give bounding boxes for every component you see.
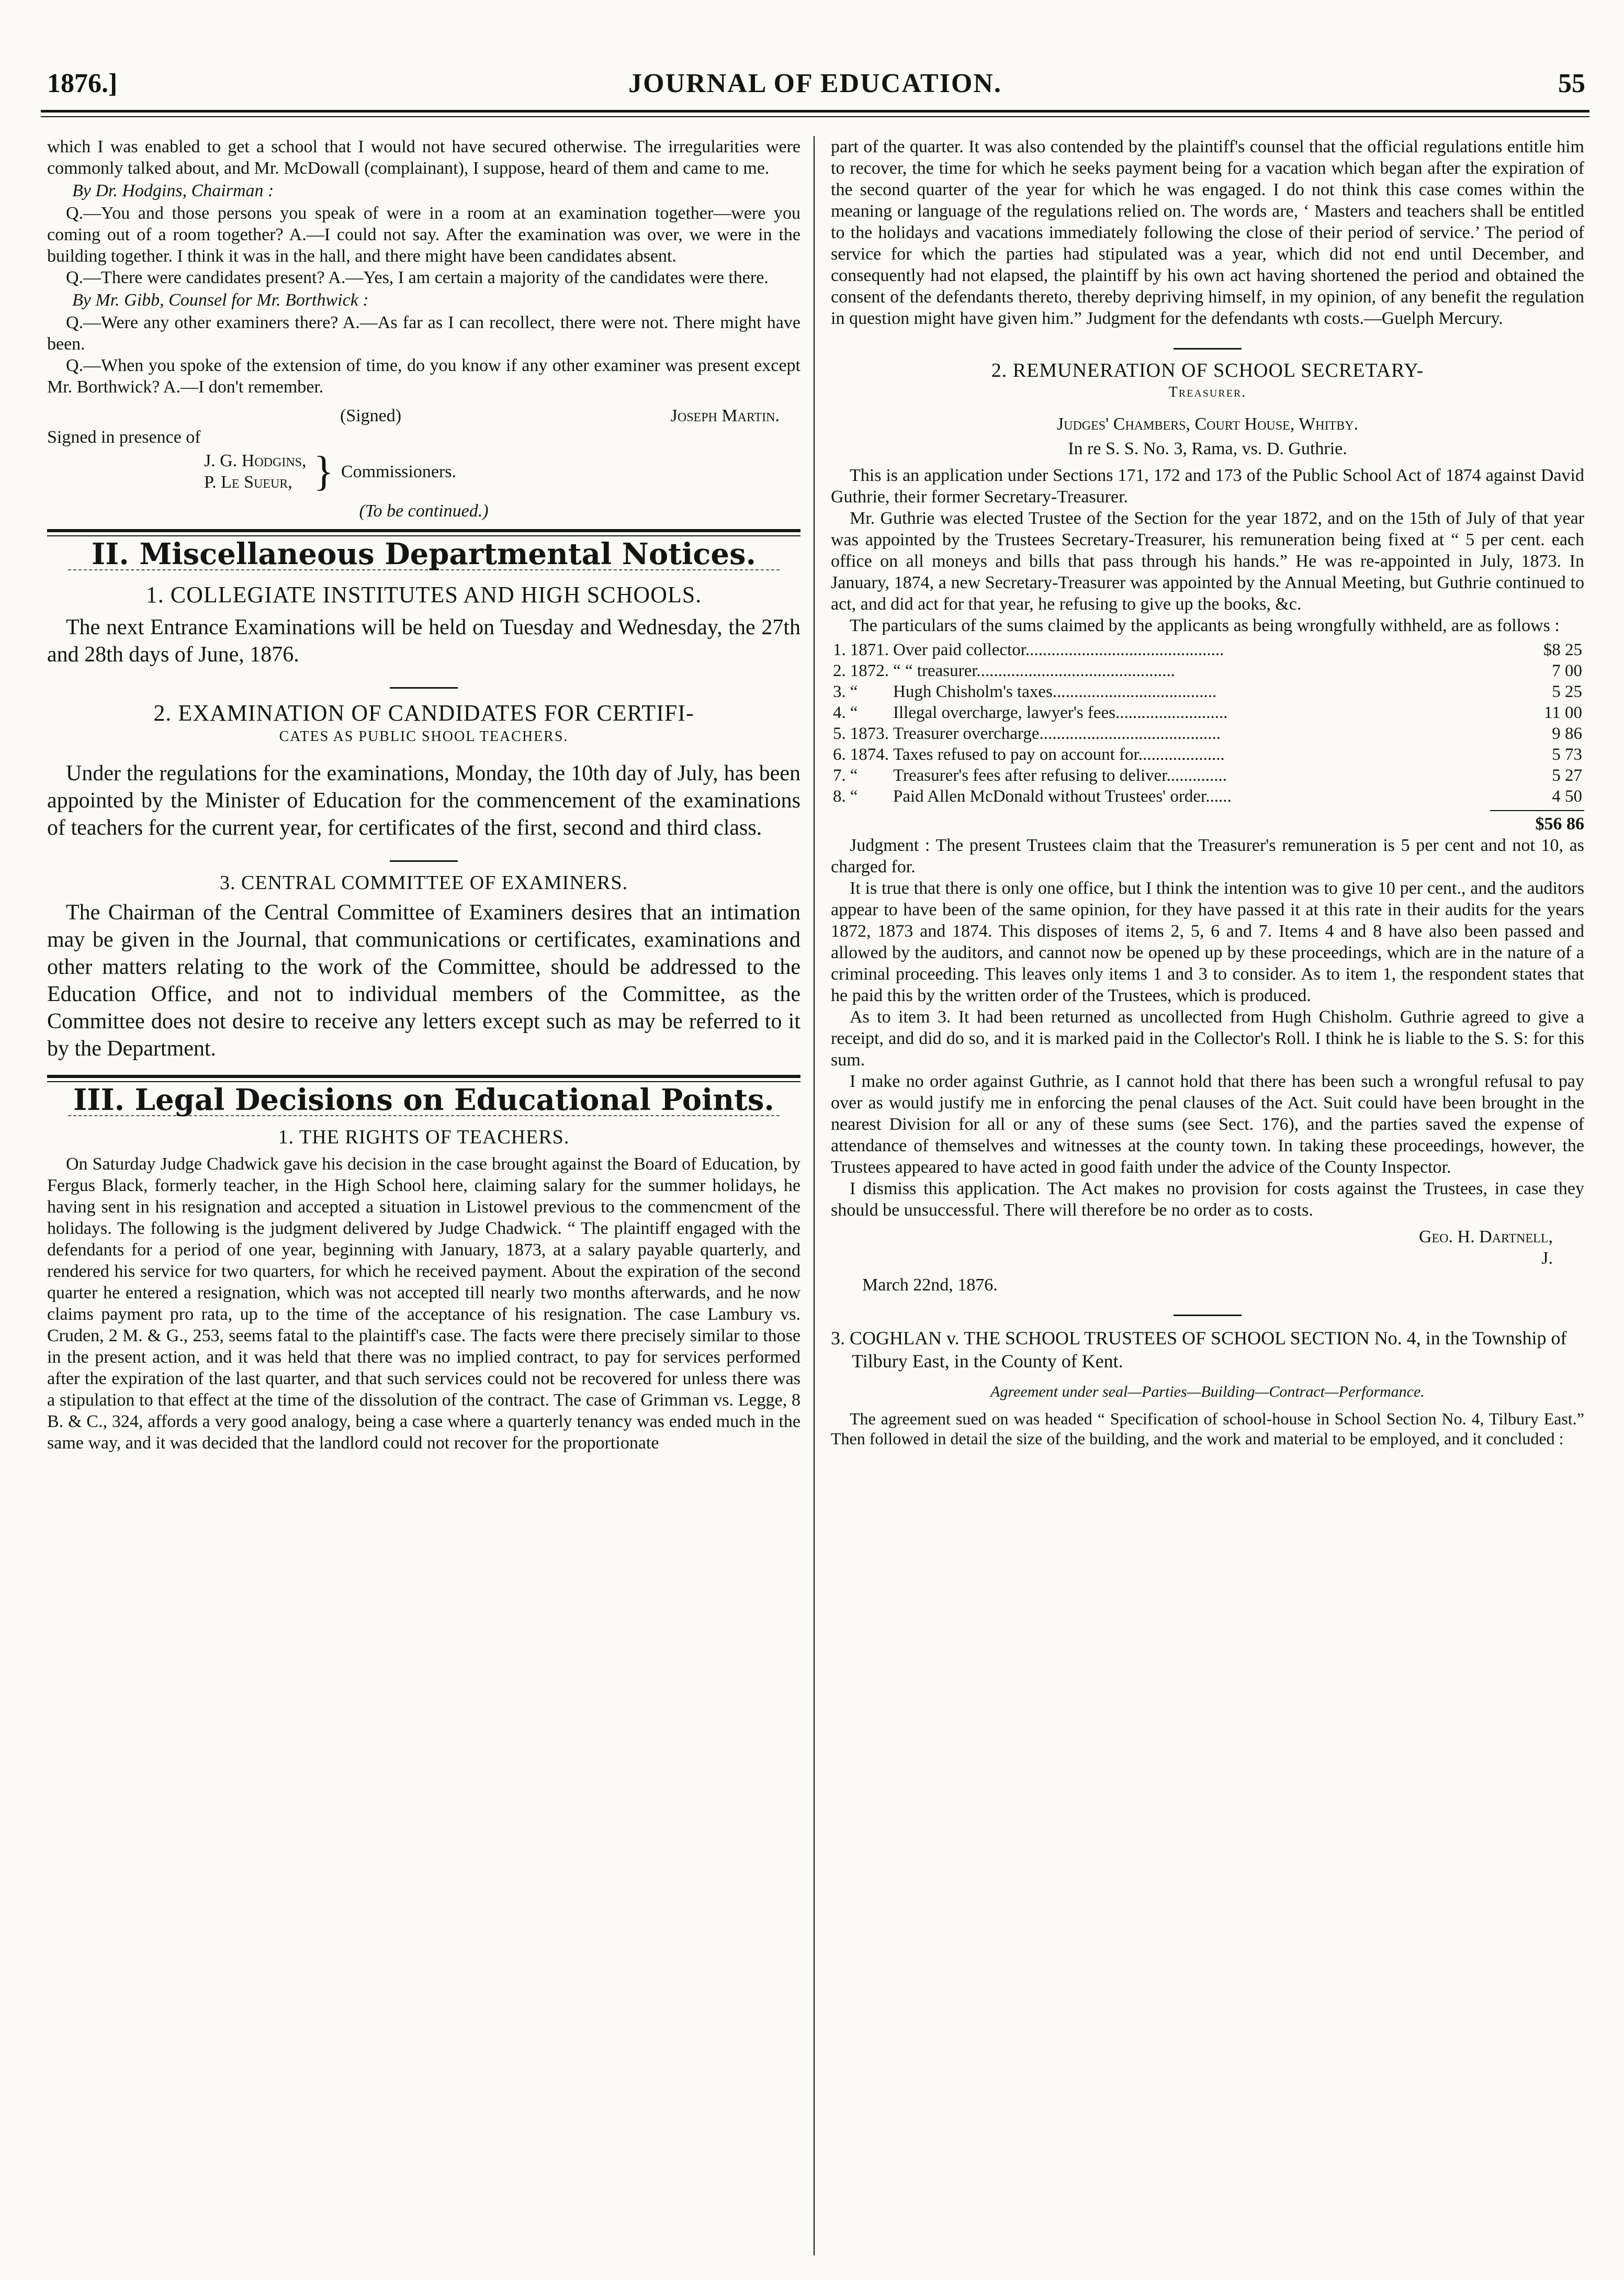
judgment-paragraph: part of the quarter. It was also contended by the plaintiff's counsel that the official regulations entitle him to recover, the time for which he seeks payment being for a vacation which began after the expiration of the second quarter of the year for which he was engaged. I do not think this case comes within the meaning or language of the regulations relied on. The words are, ‘ Masters and teachers shall be entitled to the holidays and vacations immediately following the close of their period of service.’ The period of service for which the parties had stipulated was a year, which did not end until December, and consequently had not elapsed, the plaintiff by his own act having shortened the period and obtained the consent of the defendants thereto, thereby depriving himself, in my opinion, of any benefit the regulation in question might have given him.” Judgment for the defendants wth costs.—Guelph Mercury.: [831, 137, 1584, 328]
subsection-text: The next Entrance Examinations will be held on Tuesday and Wednesday, the 27th and 28th days of June, 1876.: [47, 615, 800, 667]
claim-n: 2.: [833, 661, 846, 680]
signer-name: Joseph Martin.: [670, 406, 780, 425]
case-title: 3. COGHLAN v. THE SCHOOL TRUSTEES OF SCHOOL SECTION No. 4, in the Township of Tilbury East, in the County of Kent.: [831, 1328, 1567, 1372]
judgment-text: As to item 3. It had been returned as uncollected from Hugh Chisholm. Guthrie agreed to give a receipt, and did do so, and it is marked paid in the Collector's Roll. I think he is liable to the S. S: for this sum.: [831, 1007, 1584, 1070]
header-year: 1876.]: [47, 69, 118, 98]
column-divider: [814, 136, 815, 2255]
claim-description: Paid Allen McDonald without Trustees' order: [893, 787, 1206, 806]
judgment-text: Judgment : The present Trustees claim that the Treasurer's remuneration is 5 per cent and not 10, as charged for.: [831, 836, 1584, 877]
claim-description: Hugh Chisholm's taxes: [893, 682, 1053, 701]
agreement-text: The agreement sued on was headed “ Specification of school-house in School Section No. 4, Tilbury East.” Then followed in detail the size of the building, and the work and material to be employed, and it concluded :: [831, 1409, 1584, 1448]
claim-leader-dots: ..............: [1166, 766, 1227, 785]
question-answer: Q.—Were any other examiners there? A.—As far as I can recollect, there were not. There might have been.: [47, 313, 800, 354]
claim-desc: [891, 681, 1541, 702]
chambers-line: Judges' Chambers, Court House, Whitby.: [1056, 414, 1359, 434]
subsection-text: The Chairman of the Central Committee of Examiners desires that an intimation may be given in the Journal, that communications or certificates, examinations and other matters relating to the work of the Committee, should be addressed to the Education Office, and not to individual members of the Committee, as the Committee does not desire to receive any letters except such as may be referred to it by the Department.: [47, 901, 800, 1061]
commissioner-name: J. G. Hodgins,: [204, 451, 307, 470]
brace-glyph: }: [313, 448, 334, 495]
claim-year: “: [850, 766, 858, 785]
claim-row: [831, 660, 1584, 681]
claim-desc: [891, 744, 1541, 765]
short-rule: [390, 860, 458, 862]
claim-year: “: [850, 703, 858, 722]
signed-label: (Signed): [340, 406, 402, 425]
claim-leader-dots: ..........................: [1115, 703, 1228, 722]
question-answer: Q.—There were candidates present? A.—Yes, I am certain a majority of the candidates were there.: [66, 268, 769, 287]
header-rule-thin: [41, 116, 1589, 117]
question-answer: Q.—You and those persons you speak of were in a room at an examination together—were you coming out of a room together? A.—I could not say. After the examination was over, we were in the building together. I think it was in the hall, and there might have been candidates absent.: [47, 204, 800, 266]
application-paragraph: Mr. Guthrie was elected Trustee of the Section for the year 1872, and on the 15th of July of that year was appointed by the Trustees Secretary-Treasurer, his remuneration being fixed at “ 5 per cent. each office on all moneys and bills that pass through his hands.” He was re-appointed in July, 1873. In January, 1874, a new Secretary-Treasurer was appointed by the Annual Meeting, but Guthrie continued to act, and did act for that year, he refusing to give up the books, &c.: [831, 509, 1584, 614]
claim-desc: [891, 660, 1541, 681]
claim-desc: [891, 723, 1541, 744]
claim-n: 1.: [833, 641, 846, 659]
claim-year: 1873.: [850, 724, 889, 743]
claim-row: [831, 702, 1584, 723]
agreement-line: Agreement under seal—Parties—Building—Contract—Performance.: [990, 1383, 1425, 1400]
subsection-subtitle: CATES AS PUBLIC SHOOL TEACHERS.: [279, 728, 569, 745]
claim-description: Taxes refused to pay on account for: [893, 745, 1138, 764]
page-number: 55: [1558, 69, 1585, 98]
claim-year: “: [850, 787, 858, 806]
claim-row: [831, 786, 1584, 807]
claim-leader-dots: ..........................................: [1039, 724, 1221, 743]
section-rule: [47, 1075, 800, 1082]
claim-description: Over paid collector: [893, 641, 1025, 659]
subsection-title: 2. EXAMINATION OF CANDIDATES FOR CERTIFI-: [153, 700, 694, 726]
short-rule: [390, 687, 458, 689]
case-name: In re S. S. No. 3, Rama, vs. D. Guthrie.: [1068, 439, 1347, 458]
claim-description: Treasurer's fees after refusing to deliver: [893, 766, 1167, 785]
claim-amt: 4 50: [1552, 787, 1582, 806]
claim-row: [831, 744, 1584, 765]
subsection-text: On Saturday Judge Chadwick gave his decision in the case brought against the Board of Education, by Fergus Black, formerly teacher, in the High School here, claiming salary for the summer holidays, he having sent in his resignation and accepted a situation in Listowel previous to the commencment of the holidays. The following is the judgment delivered by Judge Chadwick. “ The plaintiff engaged with the defendants for a period of one year, beginning with January, 1873, at a salary payable quarterly, and rendered his service for two quarters, for which he received payment. About the expiration of the second quarter he entered a resignation, which was not accepted till nearly two months afterwards, and he now claims payment pro rata, up to the time of the acceptance of his resignation. The case Lambury vs. Cruden, 2 M. & G., 253, seems fatal to the plaintiff's case. The facts were there precisely similar to those in the present action, and it was held that there was no implied contract, to pay for services performed after the expiration of the last quarter, and that such services could not be recovered for unless there was a stipulation to that effect at the time of the dissolution of the contract. The case of Grimman vs. Legge, 8 B. & C., 324, affords a very good analogy, being a case where a quarterly tenancy was ended much in the same way, and it was decided that the landlord could not recover for the proportionate: [47, 1154, 800, 1453]
section-rule: [47, 529, 800, 536]
application-paragraph: The particulars of the sums claimed by the applicants as being wrongfully withheld, are as follows :: [850, 616, 1560, 635]
claim-amt: 5 27: [1552, 766, 1582, 785]
claim-leader-dots: ..............................................: [976, 661, 1175, 680]
claims-total: $56 86: [1490, 810, 1584, 835]
claim-row: [831, 639, 1584, 660]
claim-desc: [891, 639, 1541, 660]
claim-n: 7.: [833, 766, 846, 785]
subsection-title: 1. THE RIGHTS OF TEACHERS.: [278, 1126, 570, 1148]
signature-line: [47, 405, 800, 426]
claim-n: 4.: [833, 703, 846, 722]
claim-n: 8.: [833, 787, 846, 806]
presence-label: Signed in presence of: [47, 428, 201, 447]
claim-desc: [891, 702, 1541, 723]
claim-description: Illegal overcharge, lawyer's fees: [893, 703, 1115, 722]
application-paragraph: This is an application under Sections 171, 172 and 173 of the Public School Act of 1874 against David Guthrie, their former Secretary-Treasurer.: [831, 466, 1584, 507]
claim-row: [831, 723, 1584, 744]
counsel-heading: By Mr. Gibb, Counsel for Mr. Borthwick :: [72, 290, 369, 310]
question-answer: Q.—When you spoke of the extension of time, do you know if any other examiner was present except Mr. Borthwick? A.—I don't remember.: [47, 356, 800, 397]
claim-leader-dots: ....................: [1138, 745, 1225, 764]
judge-initial: J.: [1541, 1249, 1553, 1268]
claim-year: 1872.: [850, 661, 889, 680]
claim-year: 1871.: [850, 641, 889, 659]
left-column: [47, 136, 800, 1454]
subsection-title: 2. REMUNERATION OF SCHOOL SECRETARY-: [991, 360, 1424, 381]
short-rule: [1174, 1315, 1242, 1316]
claim-n: 3.: [833, 682, 846, 701]
subsection-subtitle: Treasurer.: [1168, 384, 1247, 400]
right-column: [831, 136, 1584, 1448]
continued-note: (To be continued.): [359, 501, 489, 521]
claim-amt: 5 25: [1552, 682, 1582, 701]
subsection-title: 1. COLLEGIATE INSTITUTES AND HIGH SCHOOLS.: [145, 582, 702, 608]
claim-year: 1874.: [850, 745, 889, 764]
claim-amt: 11 00: [1543, 703, 1582, 722]
commissioners-label: Commissioners.: [341, 462, 456, 481]
claim-row: [831, 765, 1584, 786]
claim-row: [831, 681, 1584, 702]
claim-amt: $8 25: [1543, 641, 1582, 659]
claim-year: “: [850, 682, 858, 701]
commissioners-block: [47, 450, 800, 493]
subsection-text: Under the regulations for the examinations, Monday, the 10th day of July, has been appointed by the Minister of Education for the commencement of the examinations of teachers for the current year, for certificates of the first, second and third class.: [47, 761, 800, 840]
header-rule: [41, 110, 1589, 113]
judgment-text: I dismiss this application. The Act makes no provision for costs against the Trustees, in case they should be unsuccessful. There will therefore be no order as to costs.: [831, 1179, 1584, 1220]
short-rule: [1174, 348, 1242, 350]
judgment-date: March 22nd, 1876.: [862, 1275, 998, 1295]
journal-title: JOURNAL OF EDUCATION.: [628, 69, 1002, 98]
testimony-paragraph: which I was enabled to get a school that I would not have secured otherwise. The irregularities were commonly talked about, and Mr. McDowall (complainant), I suppose, heard of them and came to me.: [47, 137, 800, 178]
claim-amt: 5 73: [1552, 745, 1582, 764]
claim-amt: 9 86: [1552, 724, 1582, 743]
section-heading-ii: II. Miscellaneous Departmental Notices.: [91, 537, 757, 571]
claim-n: 5.: [833, 724, 846, 743]
page-header: [41, 63, 1589, 110]
claim-leader-dots: ......................................: [1052, 682, 1217, 701]
claim-desc: [891, 786, 1541, 807]
claim-leader-dots: ..............................................: [1025, 641, 1224, 659]
judge-name: Geo. H. Dartnell,: [1418, 1227, 1553, 1246]
commissioner-name: P. Le Sueur,: [204, 473, 292, 492]
claim-leader-dots: ......: [1205, 787, 1232, 806]
section-heading-iii: III. Legal Decisions on Educational Points.: [73, 1083, 774, 1117]
journal-page: [41, 58, 1589, 2255]
judgment-text: I make no order against Guthrie, as I cannot hold that there has been such a wrongful refusal to pay over as would justify me in enforcing the penal clauses of the Act. Suit could have been brought in the nearest Division for all or any of these sums (see Sect. 176), and the parties saved the expense of attendance of themselves and witnesses at the county town. In taking these proceedings, however, the Trustees appeared to have acted in good faith under the advice of the County Inspector.: [831, 1072, 1584, 1177]
claim-amt: 7 00: [1552, 661, 1582, 680]
examiner-heading: By Dr. Hodgins, Chairman :: [72, 181, 274, 200]
judgment-text: It is true that there is only one office, but I think the intention was to give 10 per cent., and the auditors appear to have been of the same opinion, for they have passed it at this rate in their audits for the years 1872, 1873 and 1874. This disposes of items 2, 5, 6 and 7. Items 4 and 8 have also been passed and allowed by the auditors, and cannot now be opened up by these proceedings, which are in the nature of a criminal proceeding. This leaves only items 1 and 3 to consider. As to item 1, the respondent states that he paid this by the written order of the Trustees, which is produced.: [831, 879, 1584, 1005]
claim-desc: [891, 765, 1541, 786]
claim-n: 6.: [833, 745, 846, 764]
subsection-title: 3. CENTRAL COMMITTEE OF EXAMINERS.: [220, 872, 628, 894]
claim-description: “ “ treasurer: [893, 661, 977, 680]
claims-table: [831, 639, 1584, 807]
claim-description: Treasurer overcharge: [893, 724, 1040, 743]
